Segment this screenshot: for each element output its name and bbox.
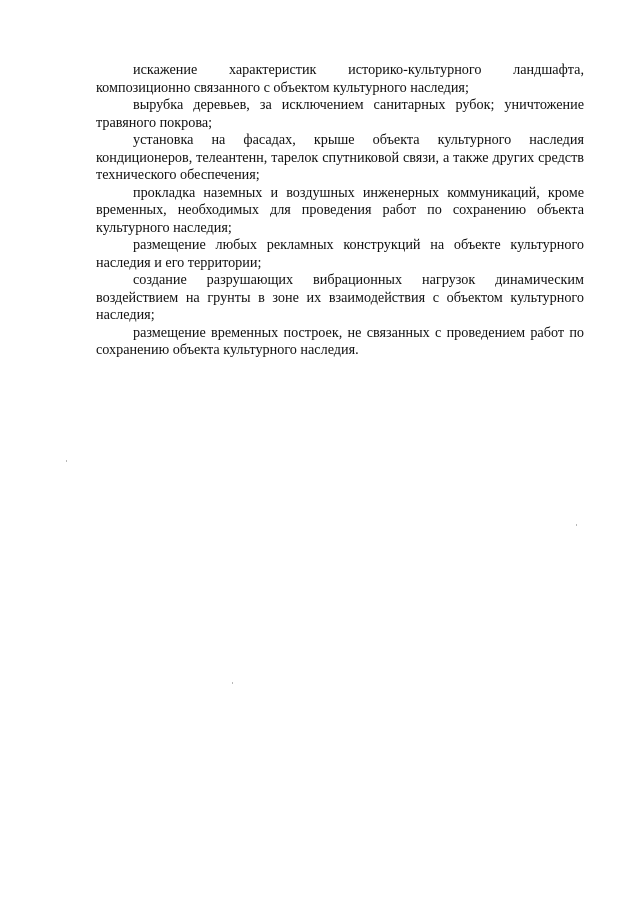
paragraph-engineering-utilities: прокладка наземных и воздушных инженерных коммуникаций, кроме временных, необходимых для проведения работ по сохранению объекта культурного наследия; — [96, 184, 584, 236]
scan-speck — [66, 460, 67, 462]
scan-speck — [232, 682, 233, 684]
paragraph-tree-felling: вырубка деревьев, за исключением санитарных рубок; уничтожение травяного покрова; — [96, 97, 584, 131]
paragraph-temporary-buildings: размещение временных построек, не связанных с проведением работ по сохранению объекта культурного наследия. — [96, 324, 584, 358]
document-body — [96, 62, 584, 360]
scan-speck — [576, 524, 577, 526]
paragraph-vibration-loads: создание разрушающих вибрационных нагрузок динамическим воздействием на грунты в зоне их взаимодействия с объектом культурного наследия; — [96, 272, 584, 323]
paragraph-landscape: искажение характеристик историко-культурного ландшафта, композиционно связанного с объектом культурного наследия; — [96, 62, 584, 96]
paragraph-facade-equipment: установка на фасадах, крыше объекта культурного наследия кондиционеров, телеантенн, тарелок спутниковой связи, а также других средств технического обеспечения; — [96, 132, 584, 183]
paragraph-advertising: размещение любых рекламных конструкций на объекте культурного наследия и его территории; — [96, 237, 584, 271]
